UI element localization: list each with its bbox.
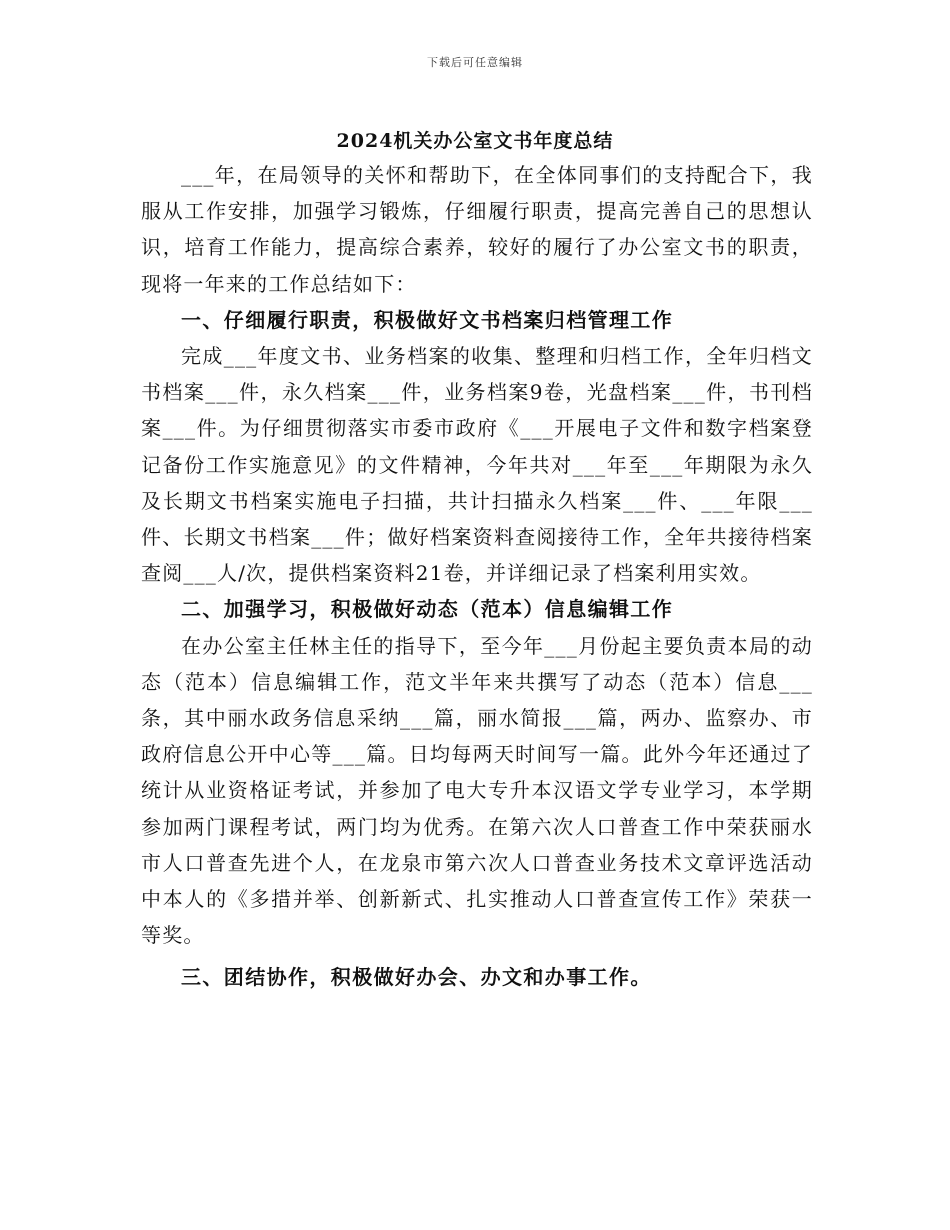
section-2-paragraph: 在办公室主任林主任的指导下，至今年___月份起主要负责本局的动态（范本）信息编辑工作，范文半年来共撰写了动态（范本）信息___条，其中丽水政务信息采纳___篇，丽水简报___篇，两办、监察办、市政府信息公开中心等___篇。日均每两天时间写一篇。此外今年还通过了统计从业资格证考试，并参加了电大专升本汉语文学专业学习，本学期参加两门课程考试，两门均为优秀。在第六次人口普查工作中荣获丽水市人口普查先进个人，在龙泉市第六次人口普查业务技术文章评选活动中本人的《多措并举、创新新式、扎实推动人口普查宣传工作》荣获一等奖。 bbox=[141, 633, 813, 948]
intro-paragraph: ___年，在局领导的关怀和帮助下，在全体同事们的支持配合下，我服从工作安排，加强学习锻炼，仔细履行职责，提高完善自己的思想认识，培育工作能力，提高综合素养，较好的履行了办公室文书的职责，现将一年来的工作总结如下： bbox=[141, 163, 813, 296]
section-2-heading: 二、加强学习，积极做好动态（范本）信息编辑工作 bbox=[181, 597, 674, 622]
section-3-heading: 三、团结协作，积极做好办会、办文和办事工作。 bbox=[181, 965, 652, 990]
header-note: 下载后可任意编辑 bbox=[427, 56, 523, 69]
section-1-heading: 一、仔细履行职责，积极做好文书档案归档管理工作 bbox=[181, 307, 674, 332]
document-body bbox=[141, 157, 813, 996]
document-title: 2024机关办公室文书年度总结 bbox=[336, 130, 614, 152]
section-1-paragraph: 完成___年度文书、业务档案的收集、整理和归档工作，全年归档文书档案___件，永久档案___件，业务档案9卷，光盘档案___件，书刊档案___件。为仔细贯彻落实市委市政府《___开展电子文件和数字档案登记备份工作实施意见》的文件精神，今年共对___年至___年期限为永久及长期文书档案实施电子扫描，共计扫描永久档案___件、___年限___件、长期文书档案___件；做好档案资料查阅接待工作，全年共接待档案查阅___人/次，提供档案资料21卷，并详细记录了档案利用实效。 bbox=[141, 344, 813, 586]
